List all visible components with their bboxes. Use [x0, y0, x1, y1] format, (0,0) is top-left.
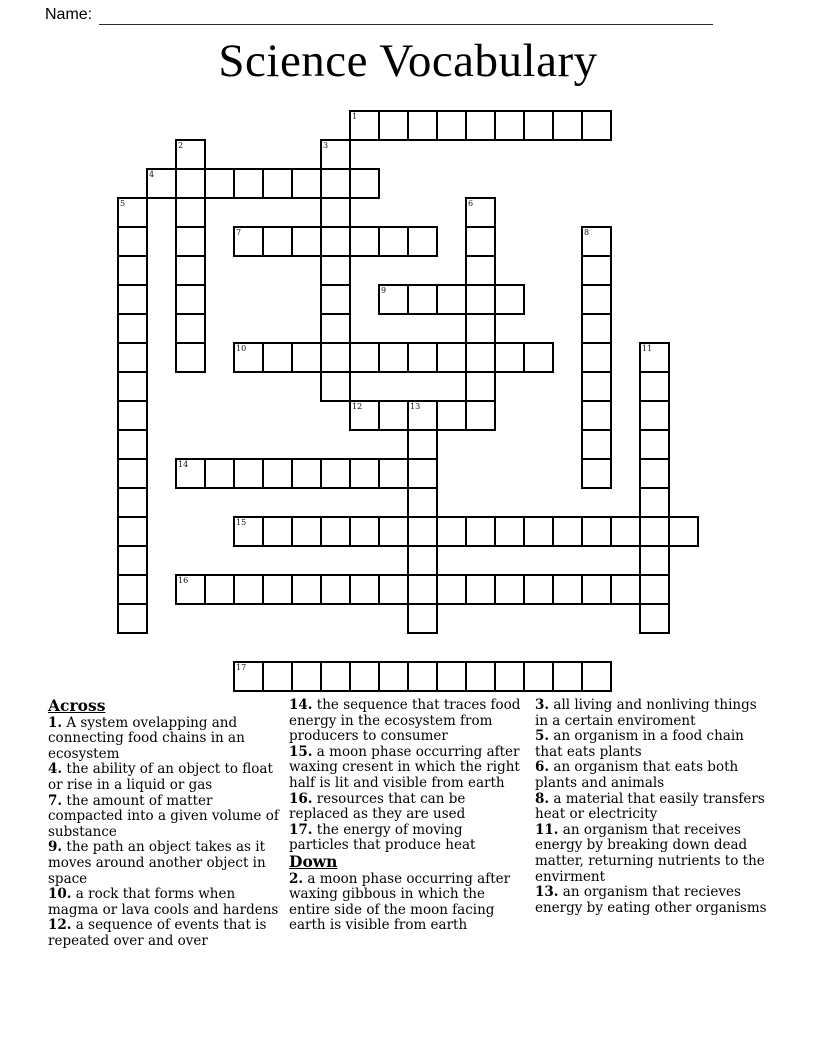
across-clue: [48, 794, 285, 841]
clue-text: an organism that receives energy by breaking down dead matter, returning nutrients to the envirment: [535, 821, 765, 885]
down-clue: [535, 760, 772, 791]
grid-cell[interactable]: [349, 574, 380, 605]
cell-number: 3: [323, 141, 329, 150]
grid-cell[interactable]: [117, 197, 148, 228]
grid-cell[interactable]: [117, 255, 148, 286]
grid-cell[interactable]: [378, 661, 409, 692]
grid-cell[interactable]: [639, 487, 670, 518]
grid-cell[interactable]: [204, 574, 235, 605]
grid-cell[interactable]: [581, 661, 612, 692]
grid-cell[interactable]: [523, 110, 554, 141]
across-clue: [289, 792, 526, 823]
grid-cell[interactable]: [320, 197, 351, 228]
clue-text: the path an object takes as it moves around another object in space: [48, 839, 266, 887]
grid-cell[interactable]: [639, 545, 670, 576]
grid-cell[interactable]: [320, 284, 351, 315]
grid-cell[interactable]: [581, 110, 612, 141]
grid-cell[interactable]: [436, 400, 467, 431]
down-clue: [535, 729, 772, 760]
clue-number: 4.: [48, 761, 63, 778]
grid-cell[interactable]: [668, 516, 699, 547]
grid-cell[interactable]: [378, 284, 409, 315]
grid-cell[interactable]: [320, 255, 351, 286]
clue-number: 16.: [289, 790, 313, 807]
grid-cell[interactable]: [146, 168, 177, 199]
grid-cell[interactable]: [117, 313, 148, 344]
clue-text: the ability of an object to float or rise in a liquid or gas: [48, 761, 273, 793]
grid-cell[interactable]: [465, 284, 496, 315]
grid-cell[interactable]: [233, 342, 264, 373]
grid-cell[interactable]: [233, 168, 264, 199]
grid-cell[interactable]: [291, 342, 322, 373]
grid-cell[interactable]: [378, 574, 409, 605]
grid-cell[interactable]: [639, 516, 670, 547]
grid-cell[interactable]: [349, 661, 380, 692]
grid-cell[interactable]: [117, 487, 148, 518]
grid-cell[interactable]: [465, 342, 496, 373]
clue-number: 9.: [48, 839, 63, 856]
grid-cell[interactable]: [610, 574, 641, 605]
grid-cell[interactable]: [378, 110, 409, 141]
down-heading: Down: [289, 851, 338, 871]
clue-text: a moon phase occurring after waxing cresent in which the right half is lit and visible from earth: [289, 743, 520, 791]
clue-number: 2.: [289, 870, 304, 887]
clue-text: the energy of moving particles that produce heat: [289, 821, 476, 854]
grid-cell[interactable]: [465, 313, 496, 344]
grid-cell[interactable]: [581, 516, 612, 547]
grid-cell[interactable]: [581, 226, 612, 257]
clue-text: A system ovelapping and connecting food chains in an ecosystem: [48, 714, 245, 762]
grid-cell[interactable]: [523, 516, 554, 547]
clue-text: an organism that eats both plants and animals: [535, 759, 739, 791]
across-clue-list: [48, 716, 285, 950]
grid-cell[interactable]: [436, 516, 467, 547]
grid-cell[interactable]: [581, 313, 612, 344]
grid-cell[interactable]: [465, 661, 496, 692]
grid-cell[interactable]: [465, 400, 496, 431]
grid-cell[interactable]: [175, 458, 206, 489]
grid-cell[interactable]: [378, 458, 409, 489]
grid-cell[interactable]: [581, 400, 612, 431]
grid-cell[interactable]: [204, 168, 235, 199]
grid-cell[interactable]: [175, 197, 206, 228]
across-heading: Across: [48, 696, 106, 715]
grid-cell[interactable]: [581, 458, 612, 489]
grid-cell[interactable]: [262, 226, 293, 257]
grid-cell[interactable]: [581, 429, 612, 460]
grid-cell[interactable]: [436, 574, 467, 605]
grid-cell[interactable]: [378, 226, 409, 257]
grid-cell[interactable]: [175, 139, 206, 170]
cell-number: 17: [236, 663, 247, 672]
grid-cell[interactable]: [349, 458, 380, 489]
grid-cell[interactable]: [233, 458, 264, 489]
grid-cell[interactable]: [639, 458, 670, 489]
grid-cell[interactable]: [639, 400, 670, 431]
grid-cell[interactable]: [378, 400, 409, 431]
grid-cell[interactable]: [407, 284, 438, 315]
grid-cell[interactable]: [581, 342, 612, 373]
grid-cell[interactable]: [175, 284, 206, 315]
grid-cell[interactable]: [349, 110, 380, 141]
cell-number: 12: [352, 402, 363, 411]
grid-cell[interactable]: [639, 342, 670, 373]
grid-cell[interactable]: [581, 574, 612, 605]
clue-number: 3.: [535, 697, 550, 713]
grid-cell[interactable]: [349, 400, 380, 431]
grid-cell[interactable]: [262, 516, 293, 547]
grid-cell[interactable]: [262, 574, 293, 605]
grid-cell[interactable]: [320, 139, 351, 170]
across-clue: [48, 762, 285, 793]
grid-cell[interactable]: [407, 400, 438, 431]
clues-column-3: [535, 698, 772, 916]
grid-cell[interactable]: [407, 226, 438, 257]
grid-cell[interactable]: [320, 342, 351, 373]
grid-cell[interactable]: [117, 400, 148, 431]
down-clue: [289, 872, 526, 934]
clue-text: a sequence of events that is repeated over and over: [48, 917, 267, 949]
grid-cell[interactable]: [117, 603, 148, 634]
clue-text: an organism in a food chain that eats plants: [535, 728, 744, 760]
grid-cell[interactable]: [349, 226, 380, 257]
clue-number: 15.: [289, 743, 313, 760]
grid-cell[interactable]: [175, 574, 206, 605]
clue-number: 8.: [535, 790, 550, 807]
grid-cell[interactable]: [117, 516, 148, 547]
grid-cell[interactable]: [378, 516, 409, 547]
grid-cell[interactable]: [465, 197, 496, 228]
cell-number: 16: [178, 576, 189, 585]
grid-cell[interactable]: [407, 516, 438, 547]
grid-cell[interactable]: [117, 458, 148, 489]
grid-cell[interactable]: [291, 458, 322, 489]
down-clue: [535, 698, 772, 729]
across-clue: [48, 918, 285, 949]
grid-cell[interactable]: [175, 168, 206, 199]
clue-text: the amount of matter compacted into a given volume of substance: [48, 792, 279, 840]
cell-number: 10: [236, 344, 247, 353]
grid-cell[interactable]: [407, 661, 438, 692]
grid-cell[interactable]: [378, 342, 409, 373]
cell-number: 15: [236, 518, 247, 527]
grid-cell[interactable]: [581, 255, 612, 286]
grid-cell[interactable]: [581, 371, 612, 402]
clues-column-1: [48, 698, 285, 950]
clue-text: a rock that forms when magma or lava cools and hardens: [48, 886, 279, 918]
clue-number: 7.: [48, 792, 63, 809]
grid-cell[interactable]: [407, 545, 438, 576]
grid-cell[interactable]: [320, 516, 351, 547]
grid-cell[interactable]: [494, 661, 525, 692]
grid-cell[interactable]: [117, 429, 148, 460]
cell-number: 14: [178, 460, 189, 469]
grid-cell[interactable]: [494, 284, 525, 315]
across-clue: [289, 745, 526, 792]
across-clue: [48, 840, 285, 887]
grid-cell[interactable]: [465, 226, 496, 257]
grid-cell[interactable]: [639, 603, 670, 634]
grid-cell[interactable]: [465, 516, 496, 547]
grid-cell[interactable]: [407, 574, 438, 605]
clue-number: 6.: [535, 759, 550, 776]
clue-number: 13.: [535, 884, 559, 901]
down-clue: [535, 792, 772, 823]
grid-cell[interactable]: [465, 110, 496, 141]
grid-cell[interactable]: [262, 458, 293, 489]
grid-cell[interactable]: [407, 342, 438, 373]
clue-number: 12.: [48, 917, 72, 934]
grid-cell[interactable]: [407, 458, 438, 489]
grid-cell[interactable]: [320, 313, 351, 344]
grid-cell[interactable]: [349, 168, 380, 199]
cell-number: 6: [468, 199, 474, 208]
grid-cell[interactable]: [465, 574, 496, 605]
page-title: Science Vocabulary: [218, 35, 598, 87]
grid-cell[interactable]: [233, 661, 264, 692]
grid-cell[interactable]: [523, 342, 554, 373]
grid-cell[interactable]: [407, 110, 438, 141]
grid-cell[interactable]: [291, 574, 322, 605]
grid-cell[interactable]: [494, 342, 525, 373]
grid-cell[interactable]: [494, 110, 525, 141]
grid-cell[interactable]: [552, 661, 583, 692]
cell-number: 11: [642, 344, 653, 353]
across-clue: [48, 716, 285, 763]
clue-text: a moon phase occurring after waxing gibbous in which the entire side of the moon facing earth is visible from earth: [289, 870, 511, 934]
name-label: Name:: [45, 6, 93, 23]
grid-cell[interactable]: [407, 487, 438, 518]
grid-cell[interactable]: [117, 284, 148, 315]
grid-cell[interactable]: [262, 168, 293, 199]
clue-text: a material that easily transfers heat or electricity: [535, 790, 765, 823]
grid-cell[interactable]: [465, 371, 496, 402]
name-blank-line[interactable]: [99, 7, 713, 25]
grid-cell[interactable]: [407, 603, 438, 634]
grid-cell[interactable]: [552, 110, 583, 141]
grid-cell[interactable]: [494, 574, 525, 605]
clue-number: 1.: [48, 714, 63, 731]
grid-cell[interactable]: [117, 226, 148, 257]
grid-cell[interactable]: [291, 516, 322, 547]
grid-cell[interactable]: [581, 284, 612, 315]
down-clue: [535, 823, 772, 885]
grid-cell[interactable]: [291, 661, 322, 692]
clue-number: 14.: [289, 697, 313, 713]
grid-cell[interactable]: [349, 516, 380, 547]
grid-cell[interactable]: [436, 284, 467, 315]
clues-column-2: [289, 698, 526, 934]
grid-cell[interactable]: [320, 661, 351, 692]
grid-cell[interactable]: [175, 255, 206, 286]
cell-number: 5: [120, 199, 126, 208]
across-clue: [289, 823, 526, 854]
down-clue-list-continued: [535, 698, 772, 916]
grid-cell[interactable]: [233, 516, 264, 547]
grid-cell[interactable]: [233, 226, 264, 257]
clue-number: 17.: [289, 821, 313, 838]
grid-cell[interactable]: [117, 342, 148, 373]
grid-cell[interactable]: [117, 574, 148, 605]
grid-cell[interactable]: [320, 574, 351, 605]
grid-cell[interactable]: [320, 458, 351, 489]
grid-cell[interactable]: [639, 574, 670, 605]
grid-cell[interactable]: [320, 226, 351, 257]
grid-cell[interactable]: [407, 429, 438, 460]
grid-cell[interactable]: [436, 110, 467, 141]
grid-cell[interactable]: [262, 661, 293, 692]
clue-number: 10.: [48, 886, 72, 903]
down-clue-list: [289, 872, 526, 934]
grid-cell[interactable]: [523, 574, 554, 605]
cell-number: 13: [410, 402, 421, 411]
grid-cell[interactable]: [204, 458, 235, 489]
grid-cell[interactable]: [233, 574, 264, 605]
cell-number: 2: [178, 141, 184, 150]
grid-cell[interactable]: [117, 371, 148, 402]
grid-cell[interactable]: [175, 313, 206, 344]
cell-number: 1: [352, 112, 358, 121]
grid-cell[interactable]: [291, 168, 322, 199]
grid-cell[interactable]: [349, 342, 380, 373]
clue-text: resources that can be replaced as they are used: [289, 790, 466, 823]
across-clue-list-continued: [289, 698, 526, 854]
grid-cell[interactable]: [262, 342, 293, 373]
clue-number: 11.: [535, 821, 559, 838]
grid-cell[interactable]: [291, 226, 322, 257]
across-clue: [289, 698, 526, 745]
grid-cell[interactable]: [175, 342, 206, 373]
grid-cell[interactable]: [436, 342, 467, 373]
grid-cell[interactable]: [610, 516, 641, 547]
grid-cell[interactable]: [523, 661, 554, 692]
grid-cell[interactable]: [436, 661, 467, 692]
cell-number: 7: [236, 228, 242, 237]
cell-number: 4: [149, 170, 155, 179]
cell-number: 9: [381, 286, 387, 295]
clue-text: the sequence that traces food energy in the ecosystem from producers to consumer: [289, 697, 521, 745]
grid-cell[interactable]: [320, 168, 351, 199]
cell-number: 8: [584, 228, 590, 237]
name-row: [45, 6, 713, 25]
grid-cell[interactable]: [117, 545, 148, 576]
grid-cell[interactable]: [494, 516, 525, 547]
grid-cell[interactable]: [175, 226, 206, 257]
grid-cell[interactable]: [465, 255, 496, 286]
crossword-grid: [117, 110, 701, 694]
clue-text: all living and nonliving things in a certain enviroment: [535, 697, 757, 729]
grid-cell[interactable]: [320, 371, 351, 402]
grid-cell[interactable]: [639, 429, 670, 460]
down-clue: [535, 885, 772, 916]
clue-text: an organism that recieves energy by eating other organisms: [535, 884, 767, 916]
grid-cell[interactable]: [639, 371, 670, 402]
across-clue: [48, 887, 285, 918]
grid-cell[interactable]: [552, 574, 583, 605]
grid-cell[interactable]: [552, 516, 583, 547]
clue-number: 5.: [535, 728, 550, 745]
